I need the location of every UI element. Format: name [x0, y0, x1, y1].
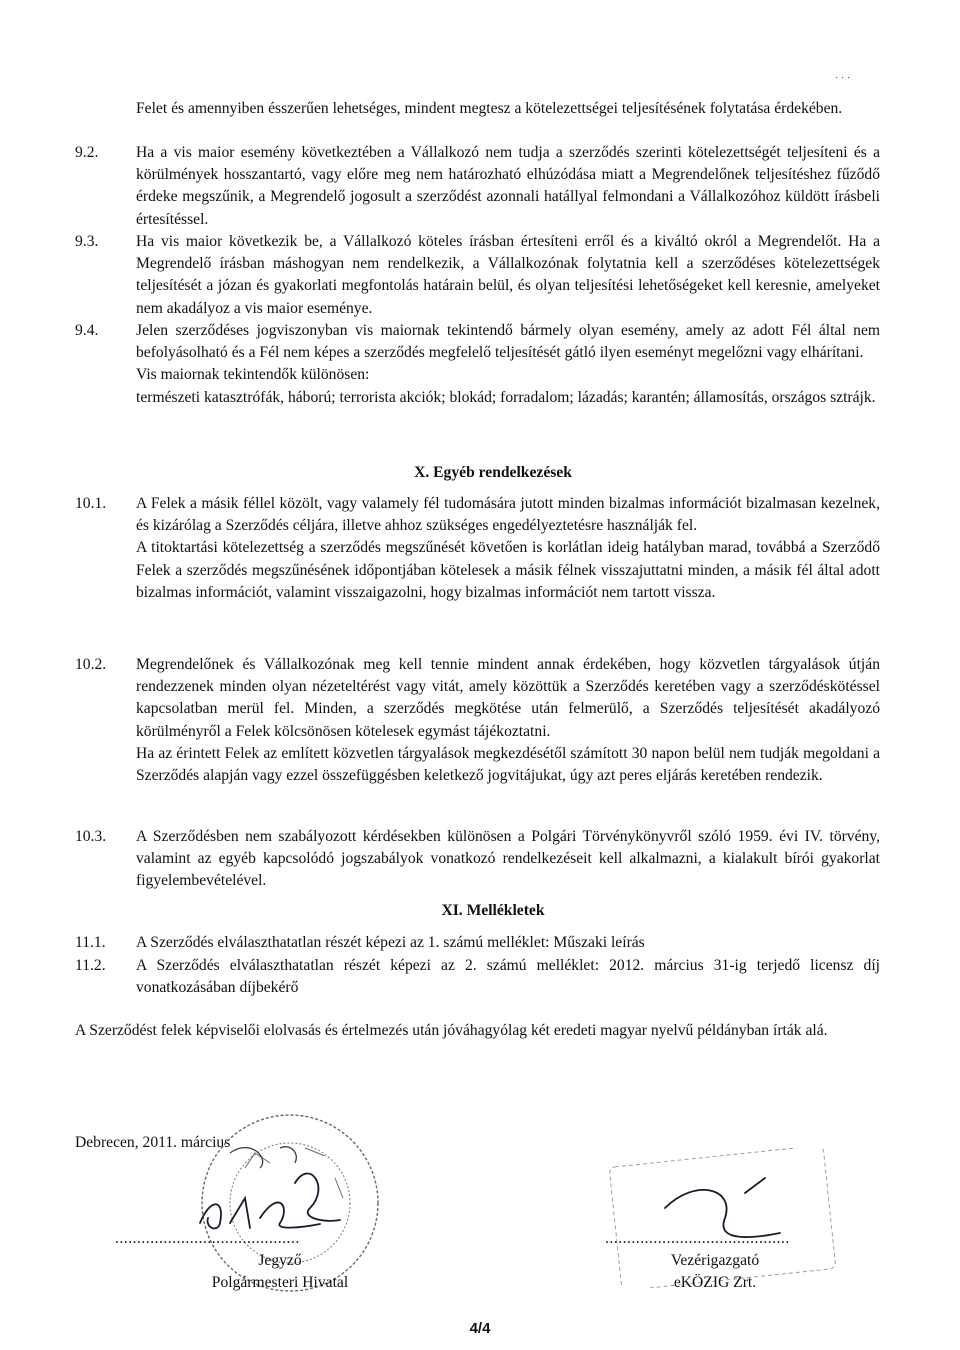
- paragraph-text-continuation: Ha az érintett Felek az említett közvetlen tárgyalások megkezdésétől számított 30 napon belül nem tudják megoldani a Szerződés alapján vagy ezzel összefüggésben keletkező jogvitájukat, úgy azt peres eljárás keretében rendezik.: [136, 744, 880, 785]
- force-majeure-list-intro: Vis maiornak tekintendők különösen:: [136, 366, 370, 384]
- paragraph-text: Jelen szerződéses jogviszonyban vis maiornak tekintendő bármely olyan esemény, amely az adott Fél által nem befolyásolható és a Fél nem képes a szerződés megfelelő teljesítését gátló ilyen eseményt megelőzni vagy elhárítani.: [136, 322, 880, 362]
- paragraph-number: 10.3.: [75, 828, 107, 845]
- page-number: 4/4: [469, 1320, 491, 1337]
- left-signatory-organization: Polgármesteri Hivatal: [211, 1274, 349, 1291]
- paragraph-10-3: [75, 826, 880, 893]
- force-majeure-list: természeti katasztrófák, háború; terrorista akciók; blokád; forradalom; lázadás; karantén; államosítás, országos sztrájk.: [136, 388, 876, 406]
- paragraph-number: 11.1.: [75, 934, 106, 951]
- right-signatory-title: Vezérigazgató: [670, 1252, 760, 1269]
- paragraph-number: 11.2.: [75, 957, 106, 974]
- paragraph-text: A Szerződés elválaszthatatlan részét képezi az 2. számú melléklet: 2012. március 31-ig terjedő licensz díj vonatkozásában díjbekérő: [136, 957, 880, 997]
- scan-artifact: ⋅ ⋅ ⋅: [835, 73, 851, 84]
- section-heading-xi: XI. Mellékletek: [441, 902, 545, 919]
- paragraph-text: Felet és amennyiben ésszerűen lehetséges, mindent megtesz a kötelezettségei teljesítésének folytatása érdekében.: [136, 100, 843, 117]
- paragraph-number: 9.3.: [75, 233, 99, 250]
- closing-statement: A Szerződést felek képviselői elolvasás és értelmezés után jóváhagyólag két eredeti magyar nyelvű példányban írták alá.: [75, 1022, 828, 1039]
- paragraph-number: 9.4.: [75, 322, 99, 339]
- paragraph-9-4: [75, 320, 880, 409]
- left-signatory-title: Jegyző: [258, 1252, 302, 1269]
- paragraph-text: Ha vis maior következik be, a Vállalkozó köteles írásban értesíteni erről és a kiváltó okról a Megrendelőt. Ha a Megrendelő írásban máshogyan nem rendelkezik, a Vállalkozónak folytatnia kell a szerződéses kötelezettségek teljesítését a józan és gyakorlati megfontolás határain belül, és olyan teljesítési lehetőségeket kell keresnie, amelyeket nem akadályoz a vis maior eseménye.: [136, 233, 880, 317]
- paragraph-11-1: [75, 932, 880, 954]
- paragraph-text: Ha a vis maior esemény következtében a Vállalkozó nem tudja a szerződés szerinti kötelezettségét teljesíteni és a körülmények hosszantartó, vagy előre meg nem határozható elhúzódása miatt a Megrendelőnek teljesítéshez fűződő érdeke megszűnik, a Megrendelő jogosult a szerződést azonnali hatállyal felmondani a Vállalkozóhoz küldött írásbeli értesítéssel.: [136, 144, 880, 228]
- paragraph-text-continuation: A titoktartási kötelezettség a szerződés megszűnését követően is korlátlan ideig hatályban marad, továbbá a Szerződő Felek a szerződés megszűnésének időpontjában kötelesek a másik félnek visszajuttatni minden, a másik fél által adott bizalmas információt, valamint visszaigazolni, hogy bizalmas információt nem tartott vissza.: [136, 539, 880, 601]
- left-signature-line: ..........................................: [115, 1230, 300, 1247]
- paragraph-text: A Szerződés elválaszthatatlan részét képezi az 1. számú melléklet: Műszaki leírás: [136, 934, 645, 951]
- section-heading-x: X. Egyéb rendelkezések: [414, 464, 572, 481]
- paragraph-9-3: [75, 231, 880, 320]
- paragraph-number: 10.2.: [75, 656, 107, 673]
- paragraph-9-1-continuation: [75, 98, 880, 120]
- right-signatory-organization: eKÖZIG Zrt.: [673, 1274, 757, 1291]
- paragraph-10-2: [75, 654, 880, 787]
- paragraph-text: Megrendelőnek és Vállalkozónak meg kell tennie mindent annak érdekében, hogy közvetlen tárgyalások útján rendezzenek minden olyan nézeteltérést vagy vitát, amely közöttük a Szerződés keretében vagy a szerződéskötéssel kapcsolatban merül fel. Minden, a szerződés megkötése után felmerülő, a Szerződés teljesítését akadályozó körülményről a Felek kölcsönösen kötelesek egymást tájékoztatni.: [136, 656, 880, 740]
- paragraph-number: 9.2.: [75, 144, 99, 161]
- paragraph-number: 10.1.: [75, 495, 107, 512]
- paragraph-text: A Felek a másik féllel közölt, vagy valamely fél tudomására jutott minden bizalmas információt bizalmasan kezelnek, és kizárólag a Szerződés céljára, illetve ahhoz szükséges engedélyeztetésre használják fel.: [136, 495, 880, 535]
- paragraph-9-2: [75, 142, 880, 231]
- paragraph-11-2: [75, 955, 880, 999]
- paragraph-10-1: [75, 493, 880, 604]
- paragraph-text: A Szerződésben nem szabályozott kérdésekben különösen a Polgári Törvénykönyvről szóló 1959. évi IV. törvény, valamint az egyéb kapcsolódó jogszabályok vonatkozó rendelkezéseit kell alkalmazni, a kialakult bírói gyakorlat figyelembevételével.: [136, 828, 880, 890]
- right-signature-line: ..........................................: [605, 1230, 790, 1247]
- signature-date: Debrecen, 2011. március: [75, 1134, 231, 1151]
